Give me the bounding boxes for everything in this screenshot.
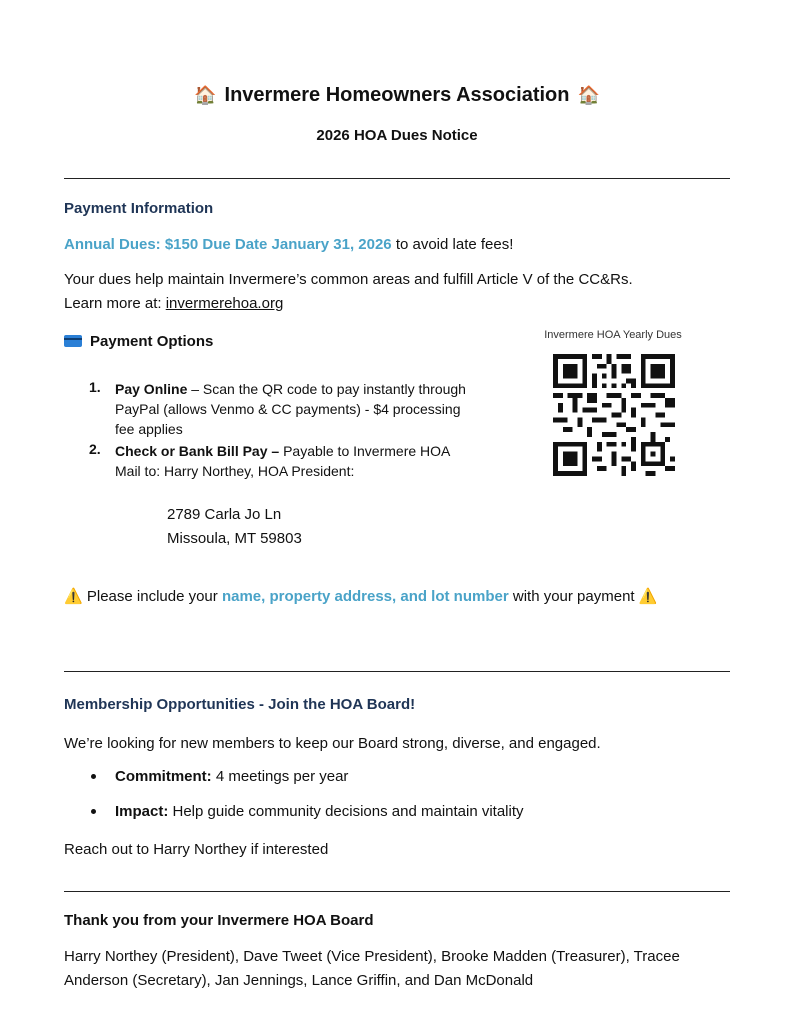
- credit-card-icon: [64, 335, 82, 347]
- bullet-text: Help guide community decisions and maintain vitality: [168, 803, 524, 820]
- intro-line-2: [64, 292, 730, 316]
- option-1-title: Pay Online: [115, 381, 188, 397]
- bullet-label: Impact:: [115, 803, 169, 820]
- payment-heading: Payment Information: [64, 200, 214, 217]
- option-2-text-1: Payable to Invermere HOA: [279, 443, 451, 459]
- warning-icon: ⚠️: [638, 587, 658, 605]
- membership-contact: Reach out to Harry Northey if interested: [64, 841, 329, 858]
- option-2: [115, 441, 515, 481]
- option-1-text-1: – Scan the QR code to pay instantly through: [187, 381, 466, 397]
- title-text: Invermere Homeowners Association: [224, 84, 570, 106]
- option-1-text-3: fee applies: [115, 421, 183, 437]
- option-1-text-2: PayPal (allows Venmo & CC payments) - $4 processing: [115, 401, 461, 417]
- bullet-label: Commitment:: [115, 768, 212, 785]
- membership-intro: We’re looking for new members to keep our Board strong, diverse, and engaged.: [64, 735, 601, 752]
- membership-heading: Membership Opportunities - Join the HOA Board!: [64, 696, 416, 713]
- address-line-2: Missoula, MT 59803: [167, 530, 302, 547]
- bullet-dot: [91, 809, 96, 814]
- divider: [64, 671, 730, 672]
- bullet-commitment: [115, 767, 348, 787]
- dues-line: [64, 233, 513, 257]
- notice-prefix: Please include your: [86, 588, 222, 605]
- board-line-2: Anderson (Secretary), Jan Jennings, Lance Griffin, and Dan McDonald: [64, 972, 534, 989]
- bullet-text: 4 meetings per year: [211, 768, 349, 785]
- divider: [64, 891, 730, 892]
- options-heading-text: Payment Options: [90, 333, 214, 350]
- option-2-title: Check or Bank Bill Pay –: [115, 443, 280, 459]
- mailing-address: [167, 503, 302, 551]
- address-line-1: 2789 Carla Jo Ln: [167, 506, 282, 523]
- thanks-heading: Thank you from your Invermere HOA Board: [64, 912, 374, 929]
- option-2-number: 2.: [89, 441, 101, 457]
- page-subtitle: 2026 HOA Dues Notice: [316, 127, 478, 144]
- board-line-1: Harry Northey (President), Dave Tweet (Vice President), Brooke Madden (Treasurer), Tracee: [64, 948, 680, 965]
- warning-icon: ⚠️: [64, 587, 83, 605]
- intro-line-1: Your dues help maintain Invermere’s common areas and fulfill Article V of the CC&Rs.: [64, 271, 633, 288]
- dues-highlight: Annual Dues: $150 Due Date January 31, 2026: [64, 236, 392, 253]
- intro-prefix: Learn more at:: [64, 295, 166, 312]
- divider: [64, 178, 730, 179]
- house-icon: 🏠: [577, 85, 600, 106]
- option-1: [115, 379, 515, 439]
- intro-paragraph: [64, 268, 730, 316]
- include-info-notice: [64, 584, 657, 609]
- notice-highlight: name, property address, and lot number: [221, 588, 509, 605]
- option-1-number: 1.: [89, 379, 101, 395]
- dues-suffix: to avoid late fees!: [391, 236, 514, 253]
- house-icon: 🏠: [194, 85, 217, 106]
- qr-code[interactable]: [553, 354, 675, 476]
- page-title: [64, 84, 730, 107]
- option-2-text-2: Mail to: Harry Northey, HOA President:: [115, 463, 355, 479]
- payment-options-heading: [64, 333, 213, 350]
- website-link[interactable]: invermerehoa.org: [165, 295, 284, 312]
- board-members: [64, 945, 744, 993]
- notice-suffix: with your payment: [508, 588, 635, 605]
- notice-page: [64, 0, 730, 1024]
- qr-caption: Invermere HOA Yearly Dues: [544, 329, 682, 341]
- bullet-dot: [91, 774, 96, 779]
- bullet-impact: [115, 802, 524, 822]
